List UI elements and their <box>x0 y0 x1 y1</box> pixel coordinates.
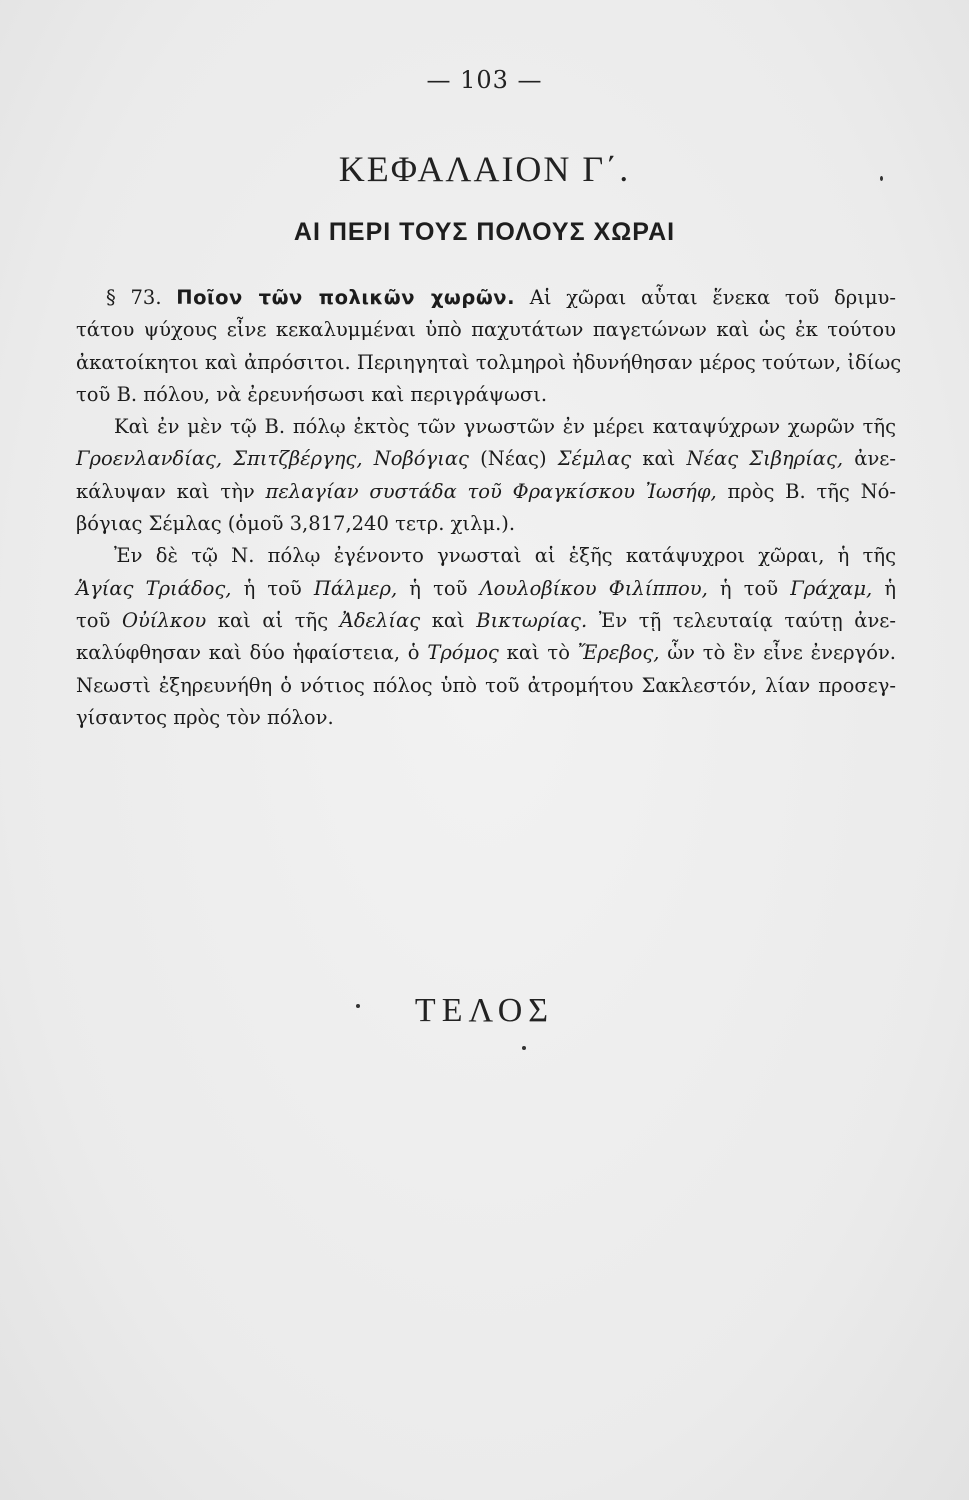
the-end-heading: ΤΕΛΟΣ <box>414 992 555 1029</box>
text-run: καὶ τὸ <box>498 641 578 665</box>
text-run: κάλυψαν καὶ τὴν <box>76 479 266 503</box>
text-run: καὶ αἱ τῆς <box>206 608 340 632</box>
italic-place-name: πελαγίαν συστάδα τοῦ Φραγκίσκου Ἰωσήφ, <box>265 479 717 503</box>
paragraph-line: ἀκατοίκητοι καὶ ἀπρόσιτοι. Περιηγηταὶ τολμηροὶ ἠδυνήθησαν μέρος τούτων, ἰδίως <box>76 350 902 374</box>
text-run: πρὸς Β. τῆς Νό- <box>716 479 896 503</box>
text-run: καὶ <box>631 447 687 471</box>
paragraph-line <box>76 476 896 508</box>
italic-place-name: Πάλμερ, <box>313 576 398 600</box>
chapter-subtitle: ΑΙ ΠΕΡΙ ΤΟΥΣ ΠΟΛΟΥΣ ΧΩΡΑΙ <box>293 218 676 246</box>
paragraph-line: Νεωστὶ ἐξηρευνήθη ὁ νότιος πόλος ὑπὸ τοῦ ἀτρομήτου Σακλεστόν, λίαν προσεγ- <box>76 673 896 697</box>
body-text <box>76 282 902 734</box>
section-title: Ποῖον τῶν πολικῶν χωρῶν. <box>176 286 515 309</box>
paragraph-line <box>76 282 896 314</box>
italic-place-name: Ἁγίας Τριάδος, <box>76 576 232 600</box>
text-run: ἀνε- <box>843 447 896 471</box>
italic-place-name: Ἔρεβος, <box>577 641 660 665</box>
paragraph-line <box>76 443 896 475</box>
text-run: ἡ τοῦ <box>231 576 314 600</box>
text-run: ἡ τοῦ <box>397 576 480 600</box>
chapter-heading: ΚΕΦΑΛΑΙΟΝ Γ΄. <box>338 149 631 189</box>
text-run: ὧν τὸ ἓν εἶνε ἐνεργόν. <box>659 641 896 665</box>
ink-speck <box>356 1004 360 1008</box>
paragraph-line <box>76 573 896 605</box>
paragraph-line: Καὶ ἐν μὲν τῷ Β. πόλῳ ἐκτὸς τῶν γνωστῶν ἐν μέρει καταψύχρων χωρῶν τῆς <box>114 415 896 439</box>
italic-place-name: Βικτωρίας. <box>476 608 588 632</box>
paragraph-line: γίσαντος πρὸς τὸν πόλον. <box>76 705 334 729</box>
paragraph-line <box>76 637 896 669</box>
italic-place-name: Νέας Σιβηρίας, <box>686 447 844 471</box>
paragraph-line: τάτου ψύχους εἶνε κεκαλυμμέναι ὑπὸ παχυτάτων παγετώνων καὶ ὡς ἐκ τούτου <box>76 318 896 342</box>
text-run: (Νέας) <box>468 447 558 471</box>
italic-place-name: Γράχαμ, <box>790 576 873 600</box>
italic-place-name: Οὐίλκου <box>121 608 207 632</box>
page-number: — 103 — <box>426 66 543 94</box>
italic-place-name: Γροενλανδίας, Σπιτζβέργης, Νοβόγιας <box>76 447 469 471</box>
text-run: καλύφθησαν καὶ δύο ἡφαίστεια, ὁ <box>76 641 428 665</box>
text-run: Ἐν τῇ τελευταίᾳ ταύτῃ ἀνε- <box>587 608 896 632</box>
text-run: Αἱ χῶραι αὗται ἕνεκα τοῦ δριμυ- <box>529 286 897 309</box>
italic-place-name: Σέμλας <box>557 447 632 471</box>
text-run: καὶ <box>420 608 477 632</box>
italic-place-name: Τρόμος <box>427 641 499 665</box>
italic-place-name: Λουλοβίκου Φιλίππου, <box>479 576 708 600</box>
text-run: ἡ τοῦ <box>707 576 791 600</box>
text-run: ἡ <box>872 576 897 600</box>
paragraph-line: τοῦ Β. πόλου, νὰ ἐρευνήσωσι καὶ περιγράψωσι. <box>76 382 548 406</box>
paragraph-line: βόγιας Σέμλας (ὁμοῦ 3,817,240 τετρ. χιλμ.). <box>76 512 516 536</box>
paragraph-line: Ἐν δὲ τῷ Ν. πόλῳ ἐγένοντο γνωσταὶ αἱ ἑξῆς κατάψυχροι χῶραι, ἡ τῆς <box>114 544 896 568</box>
ink-speck <box>522 1046 526 1050</box>
section-number: § 73. <box>106 286 162 309</box>
italic-place-name: Ἀδελίας <box>339 608 421 632</box>
ink-speck <box>880 176 883 181</box>
text-run: τοῦ <box>76 608 122 632</box>
paragraph-line <box>76 605 896 637</box>
